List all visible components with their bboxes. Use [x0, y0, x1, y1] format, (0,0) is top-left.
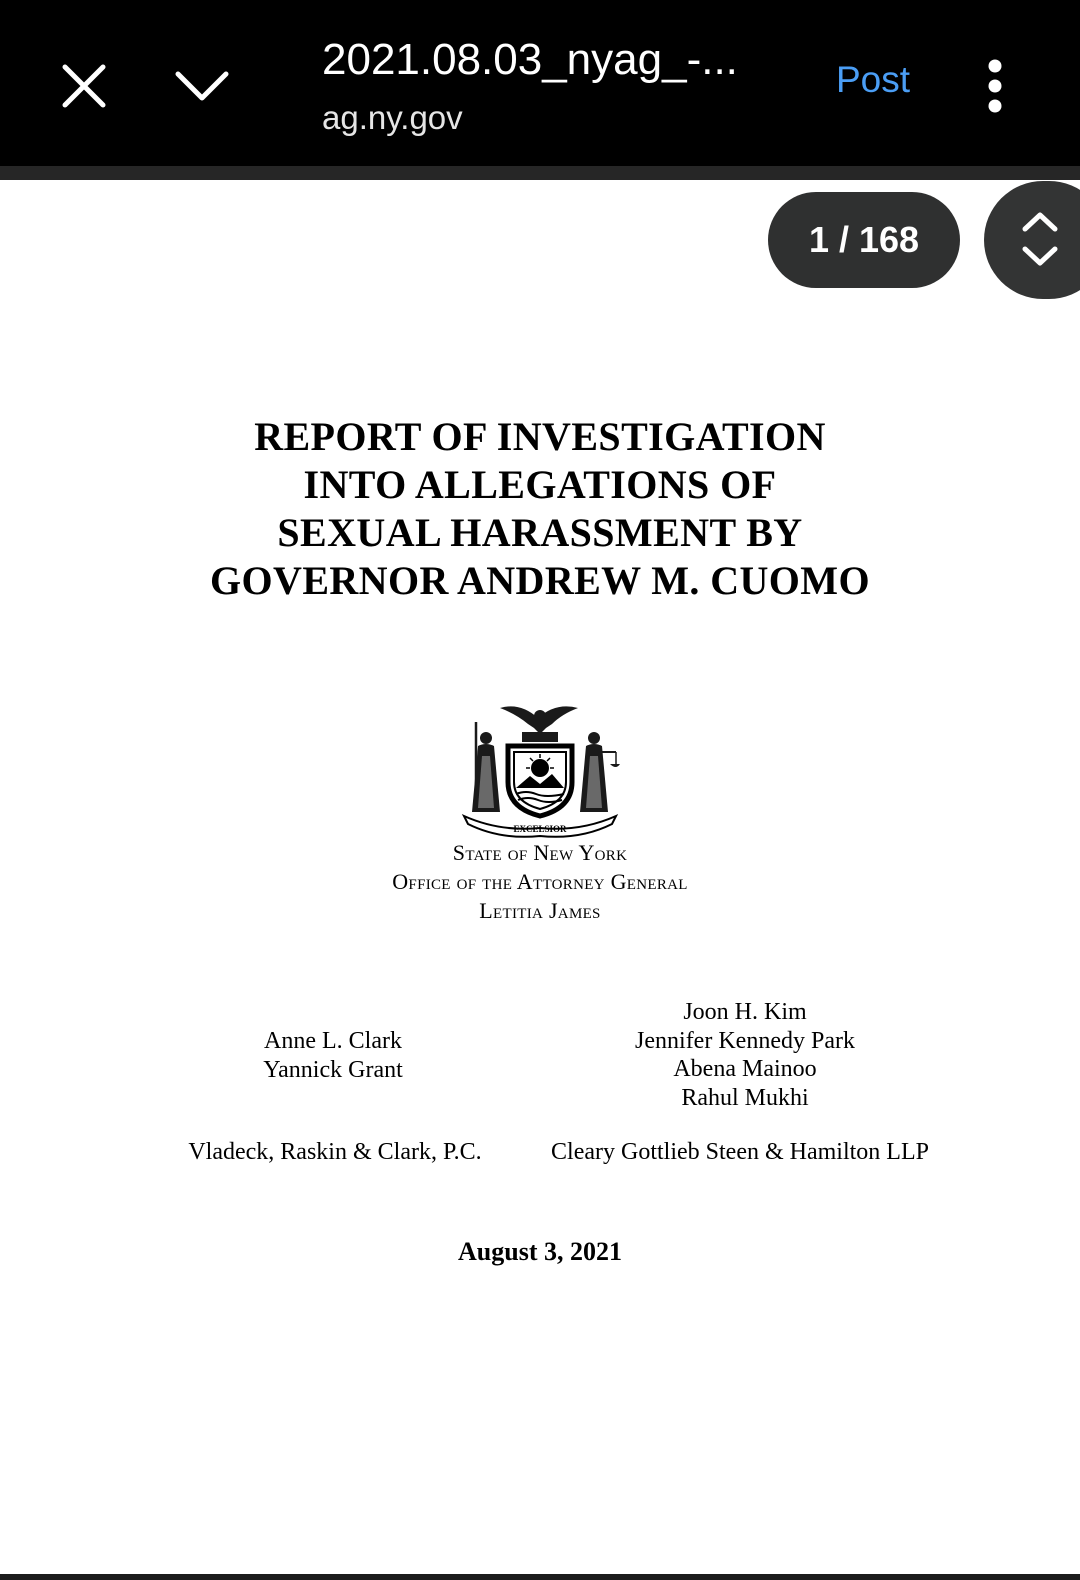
page-indicator: 1 / 168 [768, 192, 960, 288]
page-bottom-edge [0, 1574, 1080, 1580]
investigator-name: Anne L. Clark [264, 1028, 402, 1054]
close-icon [61, 63, 107, 109]
office-line: Letitia James [479, 898, 601, 923]
document-title: 2021.08.03_nyag_-... [322, 35, 738, 84]
document-source: ag.ny.gov [322, 99, 463, 136]
report-title-line: REPORT OF INVESTIGATION [254, 414, 826, 459]
left-investigators [233, 1027, 433, 1084]
seal-motto: EXCELSIOR [513, 824, 567, 834]
close-button[interactable] [48, 50, 120, 122]
more-options-button[interactable] [960, 48, 1030, 124]
more-vertical-icon [985, 58, 1005, 114]
left-firm: Vladeck, Raskin & Clark, P.C. [188, 1139, 482, 1165]
office-heading [0, 838, 1080, 925]
right-investigators [595, 998, 895, 1112]
right-firm: Cleary Gottlieb Steen & Hamilton LLP [551, 1139, 929, 1165]
chevron-down-icon [174, 68, 230, 104]
top-app-bar [0, 0, 1080, 166]
collapse-button[interactable] [166, 50, 238, 122]
chevron-up-down-icon [1020, 207, 1060, 271]
investigator-name: Rahul Mukhi [681, 1084, 809, 1111]
new-york-state-seal [460, 700, 620, 840]
report-title-line: GOVERNOR ANDREW M. CUOMO [210, 558, 870, 603]
investigator-name: Yannick Grant [263, 1056, 403, 1083]
office-line: Office of the Attorney General [392, 869, 688, 894]
page-navigation-button[interactable] [984, 181, 1080, 299]
document-title-block [322, 34, 802, 138]
investigator-name: Jennifer Kennedy Park [635, 1027, 855, 1054]
report-title [0, 413, 1080, 605]
report-title-line: INTO ALLEGATIONS OF [303, 462, 777, 507]
office-line: State of New York [452, 840, 628, 865]
investigator-name: Joon H. Kim [683, 999, 807, 1025]
toolbar-divider [0, 166, 1080, 180]
post-button[interactable]: Post [835, 59, 911, 100]
report-title-line: SEXUAL HARASSMENT BY [277, 510, 803, 555]
report-date: August 3, 2021 [458, 1237, 622, 1266]
investigator-name: Abena Mainoo [673, 1056, 817, 1082]
